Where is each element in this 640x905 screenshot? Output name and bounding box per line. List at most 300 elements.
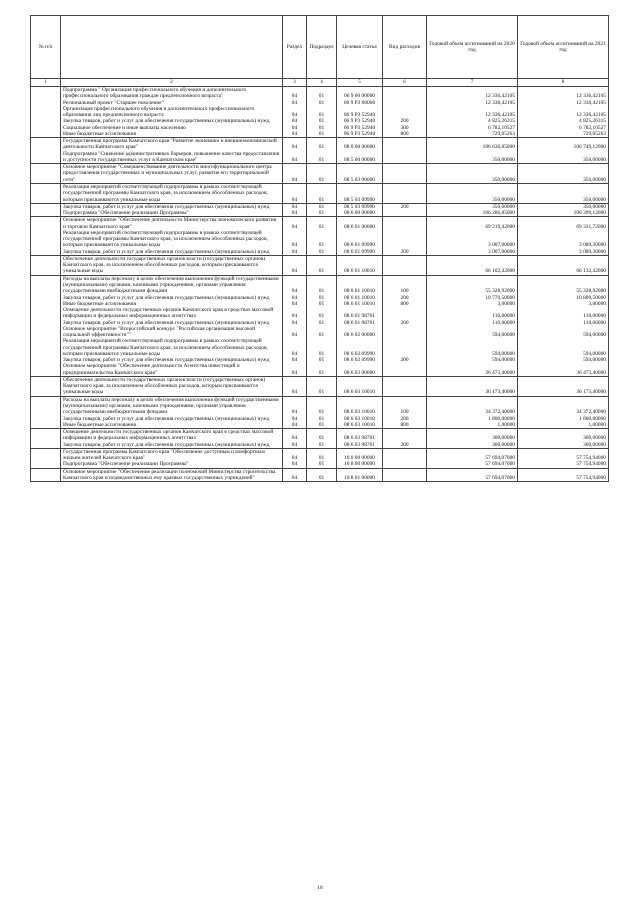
line-amount-2021: 106 399,12000 xyxy=(573,210,606,217)
line-target-article: 08 6 03 98701 xyxy=(344,441,375,448)
line-section: 04 xyxy=(291,461,298,468)
line-expense-type xyxy=(385,449,424,462)
budget-table xyxy=(30,15,609,482)
line-amount-2021: 1,00000 xyxy=(588,421,606,428)
line-amount-2021: 69 331,72000 xyxy=(576,223,606,230)
line-amount-2020: 34 372,40000 xyxy=(485,409,515,416)
cell-expense-type xyxy=(383,376,427,396)
cell-section xyxy=(283,164,307,184)
cell-subsection xyxy=(307,217,337,256)
line-target-article: 10 8 00 00000 xyxy=(344,461,375,468)
line-name: Закупка товаров, работ и услуг для обеспечения государственных (муниципальных) нужд xyxy=(63,415,270,422)
row-number-cell xyxy=(31,183,61,203)
header-section: Раздел xyxy=(283,16,307,79)
cell-name xyxy=(61,275,283,376)
column-index: 8 xyxy=(518,79,609,87)
cell-target-article xyxy=(337,468,383,482)
line-expense-type: 100 xyxy=(400,409,409,416)
line-subsection: 01 xyxy=(318,223,325,230)
line-subsection: 01 xyxy=(318,455,325,462)
line-subsection: 01 xyxy=(318,300,325,307)
line-section: 04 xyxy=(291,203,298,210)
cell-amount-2020 xyxy=(427,255,518,275)
line-amount-2021: 66 132,42000 xyxy=(576,268,606,275)
line-amount-2021: 350,00000 xyxy=(583,176,606,183)
line-section: 04 xyxy=(291,156,298,163)
line-expense-type xyxy=(385,106,424,119)
line-amount-2020: 594,00000 xyxy=(492,350,515,357)
line-expense-type xyxy=(385,151,424,164)
line-name: Освещение деятельности государственных органов Камчатского края в средствах массовой информации и федеральных информационных агентствах xyxy=(63,307,274,320)
cell-amount-2021 xyxy=(518,183,609,203)
line-subsection: 01 xyxy=(318,268,325,275)
line-target-article: 06 9 00 00000 xyxy=(344,93,375,100)
cell-amount-2020 xyxy=(427,87,518,138)
line-expense-type: 200 xyxy=(400,118,409,125)
line-amount-2020: 106 636,85000 xyxy=(482,144,515,151)
line-expense-type xyxy=(385,307,424,320)
line-subsection: 01 xyxy=(318,156,325,163)
cell-section xyxy=(283,203,307,217)
cell-subsection xyxy=(307,255,337,275)
line-name: Основное мероприятие "Обеспечение реализации полномочий Министерства строительства Камчатского края и подведомственных ему краевых государственных учреждений" xyxy=(63,468,276,481)
line-target-article: 10 0 00 00000 xyxy=(344,455,375,462)
cell-target-article xyxy=(337,448,383,468)
line-amount-2020: 1 800,00000 xyxy=(488,415,515,422)
line-subsection: 01 xyxy=(318,319,325,326)
line-name: Подпрограмма "Обеспечение реализации Программы" xyxy=(63,210,189,217)
cell-amount-2021 xyxy=(518,275,609,376)
cell-expense-type xyxy=(383,183,427,203)
cell-amount-2020 xyxy=(427,183,518,203)
line-expense-type: 200 xyxy=(400,294,409,301)
line-target-article: 06 9 P3 52940 xyxy=(343,124,376,131)
line-section: 04 xyxy=(291,288,298,295)
line-name: Обеспечение деятельности государственных органов власти (государственных органов) Камчатского края, за исключением обособленных расходов, которым присваиваются уникальные коды xyxy=(63,255,266,275)
line-target-article: 08 6 01 10010 xyxy=(344,288,375,295)
line-amount-2021: 55 328,92000 xyxy=(576,288,606,295)
line-name: Расходы на выплаты персоналу в целях обеспечения выполнения функций государственными (муниципальными) органами, казенными учреждениями, органами управления государственными внебюджетными фондами xyxy=(63,396,279,416)
line-expense-type: 200 xyxy=(400,203,409,210)
line-section: 04 xyxy=(291,332,298,339)
line-name: Закупка товаров, работ и услуг для обеспечения государственных (муниципальных) нужд xyxy=(63,248,270,255)
line-amount-2021: 57 754,94000 xyxy=(576,455,606,462)
line-subsection: 01 xyxy=(318,415,325,422)
line-name: Основное мероприятие "Всероссийский конкурс "Российская организация высокой социальной эффективности"" xyxy=(63,325,256,339)
line-subsection: 01 xyxy=(318,389,325,396)
cell-expense-type xyxy=(383,87,427,138)
line-section: 04 xyxy=(291,93,298,100)
line-name: Закупка товаров, работ и услуг для обеспечения государственных (муниципальных) нужд xyxy=(63,357,270,364)
line-section: 04 xyxy=(291,319,298,326)
line-amount-2021: 57 754,94000 xyxy=(576,474,606,481)
line-amount-2021: 12 336,42105 xyxy=(576,99,606,106)
line-amount-2021: 36 473,40000 xyxy=(576,369,606,376)
row-number-cell xyxy=(31,376,61,396)
line-section: 04 xyxy=(291,313,298,320)
line-section: 04 xyxy=(291,176,298,183)
line-section: 04 xyxy=(291,455,298,462)
cell-target-article xyxy=(337,275,383,376)
line-amount-2021: 350,00000 xyxy=(583,156,606,163)
line-amount-2020: 350,00000 xyxy=(492,156,515,163)
line-subsection: 01 xyxy=(318,196,325,203)
line-subsection: 01 xyxy=(318,409,325,416)
line-target-article: 08 6 01 98701 xyxy=(344,313,375,320)
cell-subsection xyxy=(307,448,337,468)
table-row xyxy=(31,87,609,138)
line-expense-type: 300 xyxy=(400,124,409,131)
header-row xyxy=(31,16,609,79)
line-expense-type xyxy=(385,429,424,442)
line-subsection: 01 xyxy=(318,118,325,125)
cell-expense-type xyxy=(383,138,427,164)
line-name: Закупка товаров, работ и услуг для обеспечения государственных (муниципальных) нужд xyxy=(63,319,270,326)
cell-name xyxy=(61,87,283,138)
cell-target-article xyxy=(337,87,383,138)
cell-amount-2021 xyxy=(518,396,609,428)
line-expense-type: 200 xyxy=(400,357,409,364)
cell-subsection xyxy=(307,203,337,217)
line-amount-2020: 300,00000 xyxy=(492,435,515,442)
line-target-article: 06 9 P3 52940 xyxy=(343,130,376,137)
line-target-article: 08 5 03 09990 xyxy=(344,203,375,210)
line-name: Реализация мероприятий соответствующей подпрограммы в рамках соответствующей государственной программы Камчатского края, за исключением обособленных расходов, которым присваиваются уникальные коды xyxy=(63,338,268,357)
line-section: 04 xyxy=(291,118,298,125)
header-subsection: Подраздел xyxy=(307,16,337,79)
line-amount-2020: 110,00000 xyxy=(492,319,515,326)
header-target-article: Целевая статья xyxy=(337,16,383,79)
cell-name xyxy=(61,255,283,275)
row-number-cell xyxy=(31,429,61,449)
line-expense-type xyxy=(385,363,424,376)
line-amount-2020: 350,00000 xyxy=(492,176,515,183)
line-subsection: 01 xyxy=(318,441,325,448)
line-subsection: 01 xyxy=(318,350,325,357)
line-target-article: 08 6 01 98701 xyxy=(344,319,375,326)
cell-amount-2020 xyxy=(427,217,518,256)
row-number-cell xyxy=(31,87,61,138)
line-target-article: 08 6 02 09990 xyxy=(344,350,375,357)
line-section: 04 xyxy=(291,415,298,422)
cell-amount-2020 xyxy=(427,164,518,184)
line-expense-type: 100 xyxy=(400,288,409,295)
cell-amount-2020 xyxy=(427,468,518,482)
cell-amount-2021 xyxy=(518,217,609,256)
line-amount-2020: 57 694,07000 xyxy=(485,461,515,468)
cell-expense-type xyxy=(383,164,427,184)
row-number-cell xyxy=(31,217,61,256)
cell-target-article xyxy=(337,164,383,184)
line-expense-type xyxy=(385,217,424,230)
line-section: 04 xyxy=(291,130,298,137)
column-index: 2 xyxy=(61,79,283,87)
line-subsection: 01 xyxy=(318,248,325,255)
line-section: 04 xyxy=(291,248,298,255)
line-amount-2020: 4 825,26315 xyxy=(488,118,515,125)
header-expense-type: Вид расходов xyxy=(383,16,427,79)
line-name: Реализация мероприятий соответствующей подпрограммы в рамках соответствующей государственной программы Камчатского края, за исключением обособленных расходов, которым присваиваются уникальные коды xyxy=(63,183,268,203)
line-expense-type xyxy=(385,469,424,482)
cell-amount-2021 xyxy=(518,138,609,164)
row-number-cell xyxy=(31,275,61,376)
line-amount-2020: 350,00000 xyxy=(492,196,515,203)
table-row xyxy=(31,217,609,256)
cell-amount-2020 xyxy=(427,376,518,396)
line-amount-2020: 36 473,40000 xyxy=(485,369,515,376)
table-row xyxy=(31,203,609,217)
line-expense-type: 800 xyxy=(400,300,409,307)
cell-amount-2020 xyxy=(427,448,518,468)
line-amount-2020: 69 219,42000 xyxy=(485,223,515,230)
line-section: 04 xyxy=(291,474,298,481)
line-amount-2020: 110,00000 xyxy=(492,313,515,320)
line-subsection: 01 xyxy=(318,421,325,428)
cell-section xyxy=(283,217,307,256)
cell-amount-2021 xyxy=(518,448,609,468)
line-section: 04 xyxy=(291,435,298,442)
line-amount-2020: 3 007,00000 xyxy=(488,242,515,249)
cell-expense-type xyxy=(383,217,427,256)
cell-section xyxy=(283,429,307,449)
line-amount-2021: 10 800,50000 xyxy=(576,294,606,301)
line-amount-2021: 3 089,30000 xyxy=(579,242,606,249)
header-name xyxy=(61,16,283,79)
line-amount-2020: 36 173,40000 xyxy=(485,389,515,396)
cell-target-article xyxy=(337,138,383,164)
line-expense-type: 200 xyxy=(400,441,409,448)
line-subsection: 01 xyxy=(318,112,325,119)
line-amount-2021: 106 749,12000 xyxy=(573,144,606,151)
row-number-cell xyxy=(31,448,61,468)
line-amount-2020: 594,00000 xyxy=(492,357,515,364)
cell-amount-2021 xyxy=(518,164,609,184)
cell-expense-type xyxy=(383,448,427,468)
cell-section xyxy=(283,468,307,482)
cell-section xyxy=(283,87,307,138)
cell-section xyxy=(283,448,307,468)
line-target-article: 08 6 03 98701 xyxy=(344,435,375,442)
line-target-article: 08 6 01 10010 xyxy=(344,294,375,301)
cell-expense-type xyxy=(383,468,427,482)
line-name: Обеспечение деятельности государственных органов власти (государственных органов) Камчатского края, за исключением обособленных расходов, которым присваиваются уникальные коды xyxy=(63,376,266,396)
cell-name xyxy=(61,396,283,428)
line-name: Подпрограмма " Организация профессионального обучения и дополнительного профессионального образования граждан предпенсионного возраста" xyxy=(63,87,247,100)
line-amount-2021: 3,00000 xyxy=(588,300,606,307)
line-amount-2020: 1,00000 xyxy=(497,421,515,428)
line-name: Региональный проект "Старшее поколение" xyxy=(63,99,164,106)
header-amount-2020: Годовой объем ассигнований на 2020 год xyxy=(427,16,518,79)
line-subsection: 01 xyxy=(318,461,325,468)
column-index: 6 xyxy=(383,79,427,87)
line-target-article: 08 5 00 00000 xyxy=(344,156,375,163)
line-subsection: 01 xyxy=(318,130,325,137)
line-subsection: 01 xyxy=(318,435,325,442)
line-name: Закупка товаров, работ и услуг для обеспечения государственных (муниципальных) нужд xyxy=(63,203,270,210)
line-expense-type xyxy=(385,326,424,339)
line-subsection: 01 xyxy=(318,313,325,320)
line-amount-2020: 3 007,00000 xyxy=(488,248,515,255)
line-subsection: 01 xyxy=(318,210,325,217)
line-section: 04 xyxy=(291,268,298,275)
cell-subsection xyxy=(307,183,337,203)
table-body xyxy=(31,87,609,482)
line-amount-2020: 106 286,85000 xyxy=(482,210,515,217)
cell-name xyxy=(61,376,283,396)
line-expense-type: 800 xyxy=(400,421,409,428)
line-amount-2021: 34 372,40000 xyxy=(576,409,606,416)
line-name: Государственная программа Камчатского края "Обеспечение доступным и комфортным жильем жителей Камчатского края" xyxy=(63,448,265,462)
header-amount-2021: Годовой объем ассигнований на 2021 год xyxy=(518,16,609,79)
table-row xyxy=(31,164,609,184)
line-name: Подпрограмма "Снижение административных барьеров, повышение качества предоставления и доступности государственных услуг в Камчатском крае" xyxy=(63,150,280,163)
line-amount-2021: 57 754,94000 xyxy=(576,461,606,468)
table-row xyxy=(31,275,609,376)
line-section: 04 xyxy=(291,409,298,416)
column-index: 7 xyxy=(427,79,518,87)
line-section: 04 xyxy=(291,441,298,448)
line-name: Закупка товаров, работ и услуг для обеспечения государственных (муниципальных) нужд xyxy=(63,118,270,125)
line-section: 04 xyxy=(291,300,298,307)
line-name: Основное мероприятие "Обеспечение деятельности Агентства инвестиций и предпринимательства Камчатского края" xyxy=(63,363,240,376)
cell-subsection xyxy=(307,87,337,138)
cell-name xyxy=(61,217,283,256)
column-index: 5 xyxy=(337,79,383,87)
line-amount-2020: 10 770,50000 xyxy=(485,294,515,301)
table-row xyxy=(31,255,609,275)
line-target-article: 08 6 00 00000 xyxy=(344,210,375,217)
line-name: Расходы на выплаты персоналу в целях обеспечения выполнения функций государственными (муниципальными) органами, казенными учреждениями, органами управления государственными внебюджетными фондами xyxy=(63,275,279,295)
line-amount-2021: 300,00000 xyxy=(583,435,606,442)
line-name: Иные бюджетные ассигнования xyxy=(63,130,136,137)
cell-amount-2020 xyxy=(427,203,518,217)
line-amount-2021: 350,00000 xyxy=(583,203,606,210)
cell-name xyxy=(61,448,283,468)
cell-section xyxy=(283,138,307,164)
line-section: 04 xyxy=(291,124,298,131)
cell-target-article xyxy=(337,183,383,203)
line-subsection: 01 xyxy=(318,288,325,295)
line-subsection: 01 xyxy=(318,332,325,339)
line-name: Социальное обеспечение и иные выплаты населению xyxy=(63,124,186,131)
line-section: 04 xyxy=(291,357,298,364)
line-section: 04 xyxy=(291,421,298,428)
cell-expense-type xyxy=(383,396,427,428)
line-subsection: 01 xyxy=(318,242,325,249)
cell-target-article xyxy=(337,429,383,449)
line-expense-type: 200 xyxy=(400,319,409,326)
line-name: Основное мероприятие "Обеспечение деятельности Министерства экономического развития и торговли Камчатского края" xyxy=(63,217,277,230)
line-target-article: 08 6 01 09990 xyxy=(344,248,375,255)
cell-amount-2021 xyxy=(518,468,609,482)
cell-name xyxy=(61,429,283,449)
line-section: 04 xyxy=(291,294,298,301)
cell-name xyxy=(61,203,283,217)
document-page xyxy=(30,15,608,887)
cell-name xyxy=(61,468,283,482)
cell-amount-2021 xyxy=(518,429,609,449)
cell-target-article xyxy=(337,255,383,275)
column-index: 3 xyxy=(283,79,307,87)
line-expense-type xyxy=(385,461,424,467)
line-amount-2021: 36 173,40000 xyxy=(576,389,606,396)
line-subsection: 01 xyxy=(318,357,325,364)
line-amount-2020: 57 694,07000 xyxy=(485,474,515,481)
cell-expense-type xyxy=(383,255,427,275)
column-index-row xyxy=(31,79,609,87)
line-section: 04 xyxy=(291,350,298,357)
line-amount-2021: 1 800,00000 xyxy=(579,415,606,422)
cell-amount-2020 xyxy=(427,138,518,164)
cell-subsection xyxy=(307,429,337,449)
row-number-cell xyxy=(31,396,61,428)
line-name: Иные бюджетные ассигнования xyxy=(63,421,136,428)
line-target-article: 08 6 03 10010 xyxy=(344,421,375,428)
line-target-article: 08 5 03 00000 xyxy=(344,176,375,183)
line-section: 04 xyxy=(291,242,298,249)
line-expense-type xyxy=(385,138,424,151)
cell-target-article xyxy=(337,396,383,428)
line-expense-type: 800 xyxy=(400,130,409,137)
row-number-cell xyxy=(31,255,61,275)
line-amount-2020: 729,05263 xyxy=(492,130,515,137)
cell-name xyxy=(61,164,283,184)
cell-section xyxy=(283,376,307,396)
cell-amount-2020 xyxy=(427,429,518,449)
cell-section xyxy=(283,396,307,428)
line-name: Основное мероприятие "Совершенствование деятельности многофункционального центра предоставления государственных и муниципальных услуг, развитие его территориальной сети" xyxy=(63,164,272,183)
line-target-article: 08 6 02 00000 xyxy=(344,332,375,339)
line-amount-2020: 6 782,10527 xyxy=(488,124,515,131)
line-target-article: 06 9 P3 52940 xyxy=(343,112,376,119)
line-target-article: 08 6 02 09990 xyxy=(344,357,375,364)
line-amount-2021: 110,00000 xyxy=(583,319,606,326)
cell-subsection xyxy=(307,275,337,376)
line-target-article: 08 6 01 10010 xyxy=(344,300,375,307)
line-expense-type xyxy=(385,210,424,216)
cell-amount-2021 xyxy=(518,203,609,217)
cell-expense-type xyxy=(383,429,427,449)
cell-section xyxy=(283,255,307,275)
line-subsection: 01 xyxy=(318,99,325,106)
cell-amount-2021 xyxy=(518,255,609,275)
cell-subsection xyxy=(307,138,337,164)
page-number: 18 xyxy=(317,885,323,891)
line-section: 04 xyxy=(291,112,298,119)
cell-subsection xyxy=(307,164,337,184)
line-amount-2021: 110,00000 xyxy=(583,313,606,320)
cell-expense-type xyxy=(383,203,427,217)
line-section: 04 xyxy=(291,210,298,217)
line-name: Организация профессионального обучения и дополнительного профессионального образования лиц предпенсионного возраста xyxy=(63,105,255,119)
line-amount-2020: 350,00000 xyxy=(492,203,515,210)
line-target-article: 08 6 03 00000 xyxy=(344,369,375,376)
line-name: Закупка товаров, работ и услуг для обеспечения государственных (муниципальных) нужд xyxy=(63,441,270,448)
cell-subsection xyxy=(307,396,337,428)
line-expense-type xyxy=(385,256,424,275)
line-section: 04 xyxy=(291,223,298,230)
line-amount-2021: 594,00000 xyxy=(583,357,606,364)
line-amount-2021: 594,00000 xyxy=(583,332,606,339)
cell-target-article xyxy=(337,217,383,256)
table-row xyxy=(31,429,609,449)
line-target-article: 08 6 01 10010 xyxy=(344,268,375,275)
row-number-cell xyxy=(31,203,61,217)
line-section: 04 xyxy=(291,144,298,151)
cell-amount-2021 xyxy=(518,87,609,138)
line-name: Иные бюджетные ассигнования xyxy=(63,300,136,307)
line-target-article: 06 9 P3 00000 xyxy=(343,99,376,106)
